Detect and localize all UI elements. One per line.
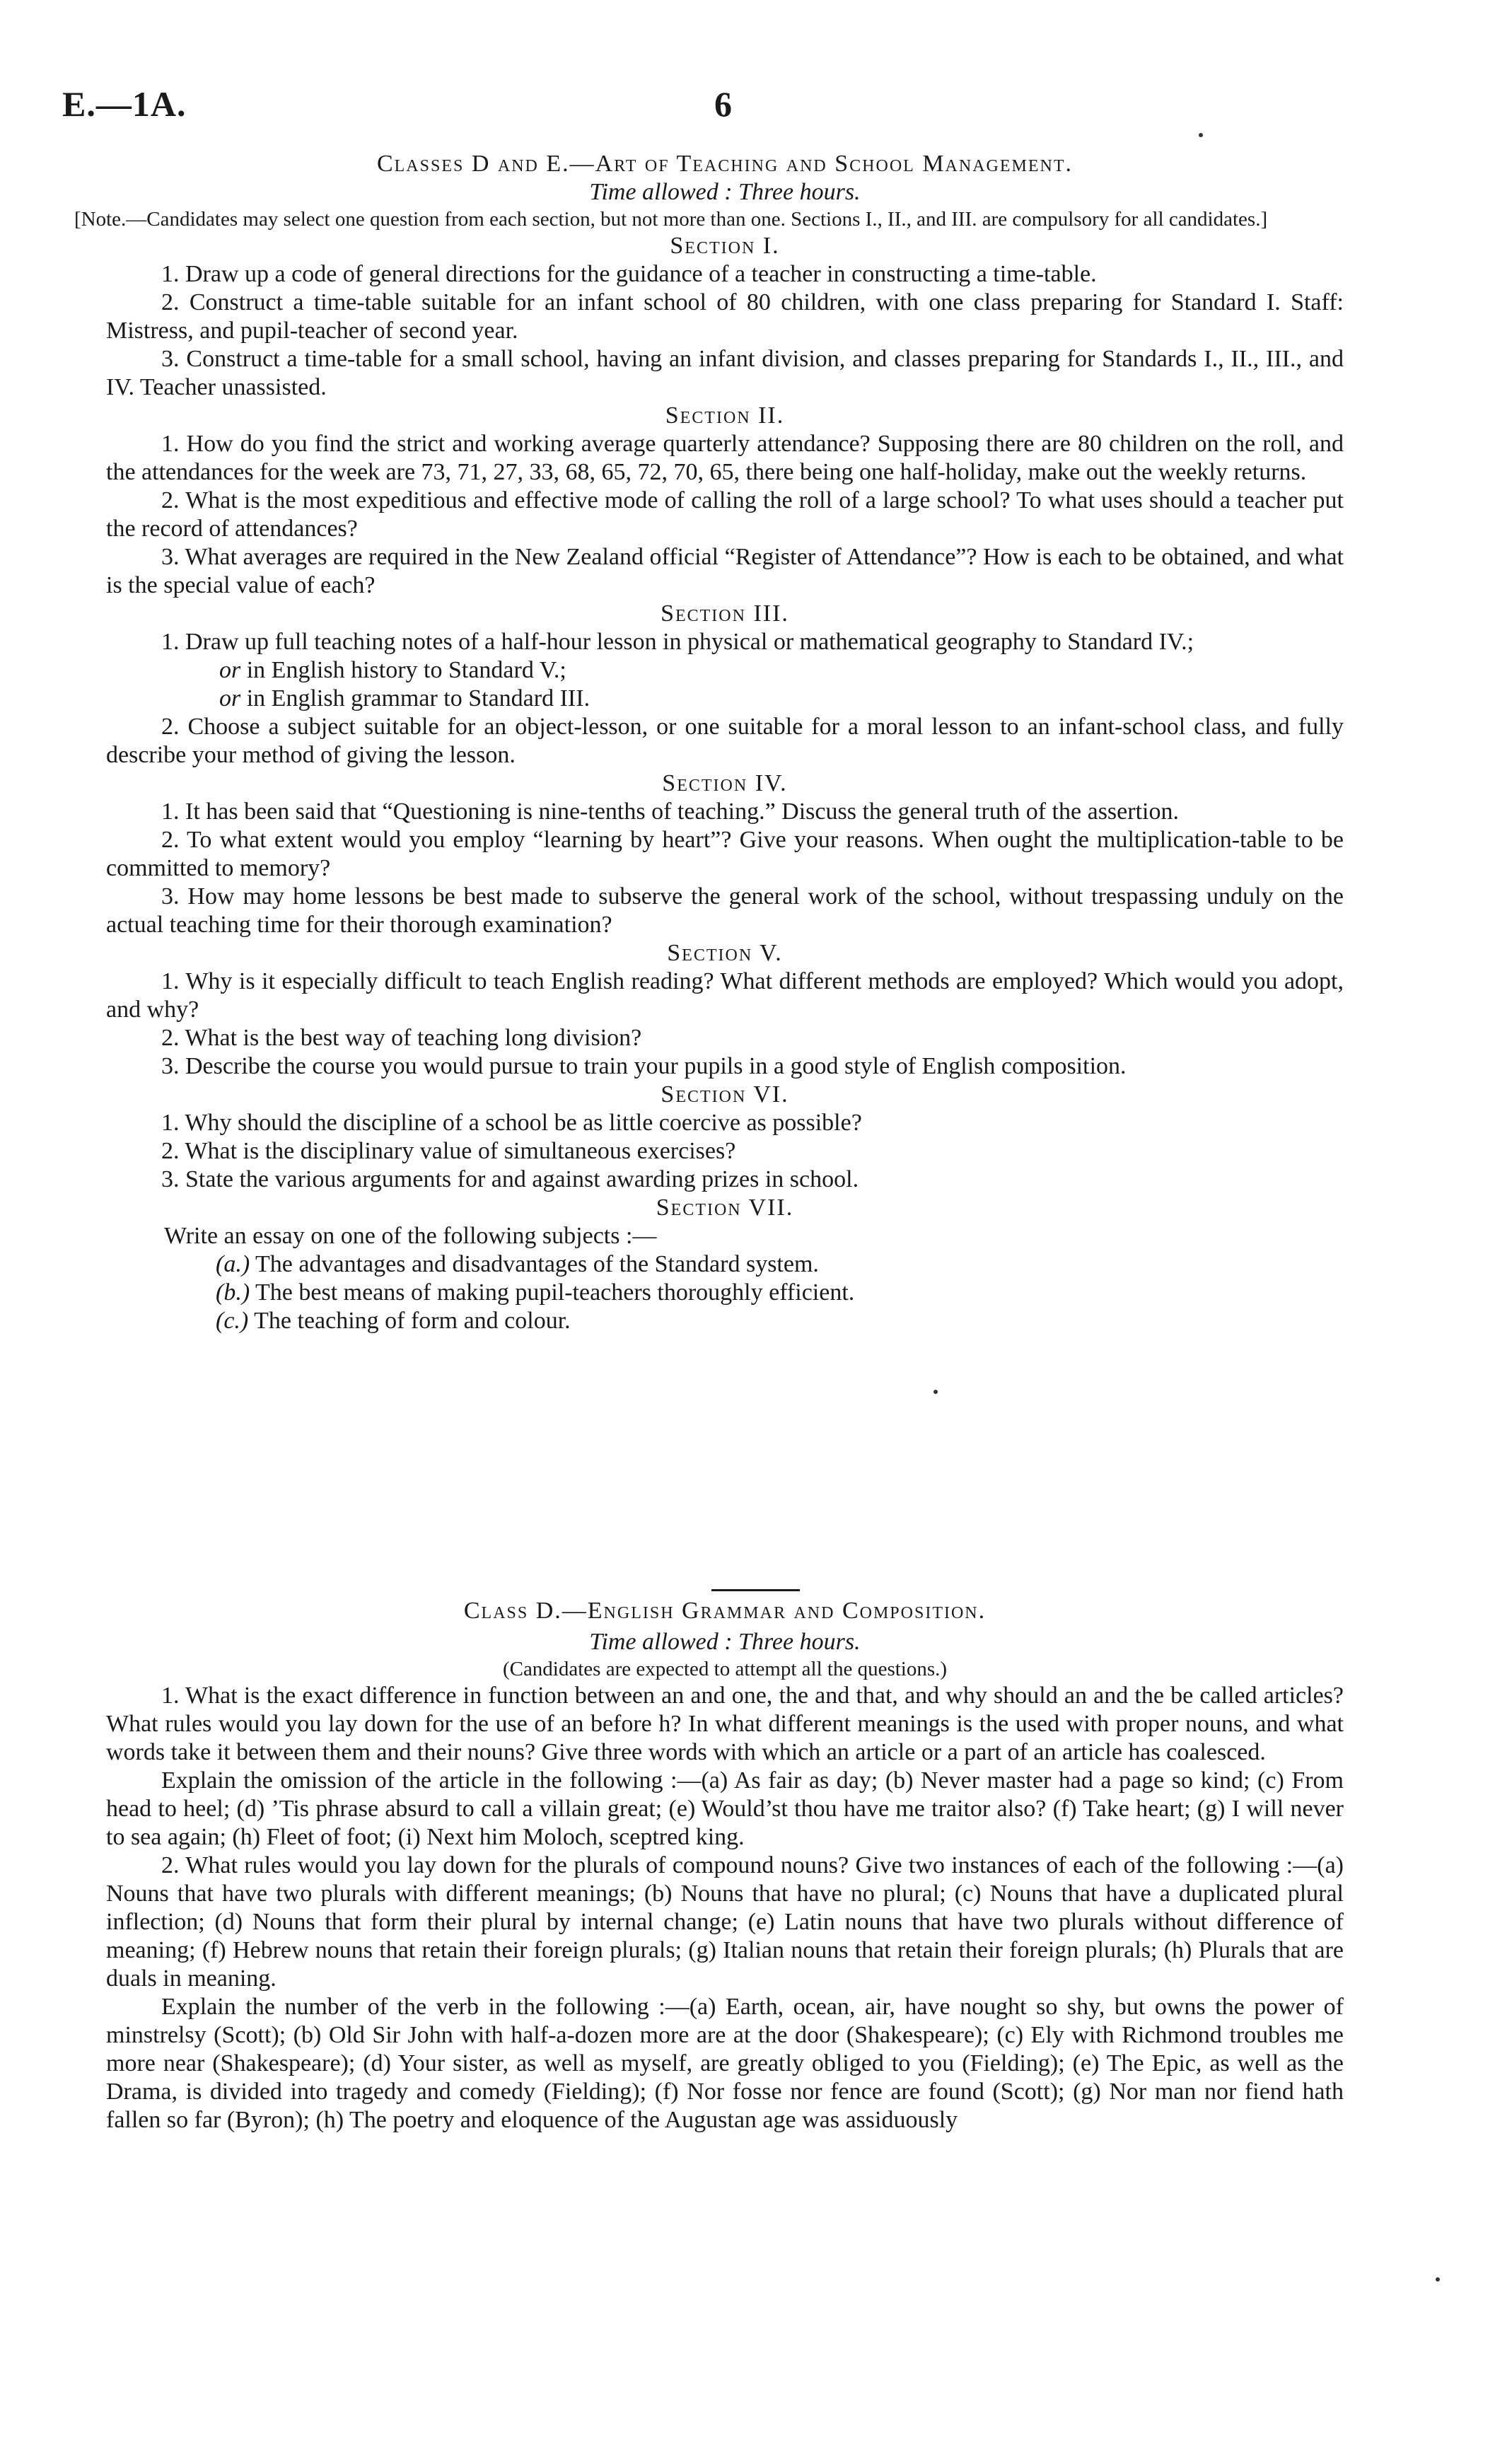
question-alternative [106, 685, 1344, 713]
question: 3. State the various arguments for and against awarding prizes in school. [161, 1166, 859, 1192]
question: 1. Draw up a code of general directions for the guidance of a teacher in constructing a time-table. [161, 261, 1097, 287]
section-heading: Section VI. [661, 1081, 789, 1108]
grammar-note: (Candidates are expected to attempt all the questions.) [502, 1658, 948, 1680]
question: 2. What is the disciplinary value of simultaneous exercises? [161, 1138, 736, 1164]
grammar-title: Class D.—English Grammar and Composition. [463, 1598, 987, 1624]
subject-label: (c.) [216, 1308, 249, 1334]
section-heading: Section V. [667, 940, 783, 966]
speck-mark [1199, 133, 1203, 137]
subject-text: The best means of making pupil-teachers thoroughly efficient. [250, 1279, 855, 1306]
question: 3. Construct a time-table for a small school, having an infant division, and classes preparing for Standards I., II., III., and IV. Teacher unassisted. [106, 346, 1344, 400]
section-heading: Section III. [661, 600, 789, 627]
essay-subject [106, 1307, 1344, 1335]
document-code: E.—1A. [62, 84, 187, 124]
teaching-paper [74, 150, 1344, 1335]
essay-subject [106, 1279, 1344, 1307]
question: 3. Describe the course you would pursue to train your pupils in a good style of English composition. [161, 1053, 1127, 1079]
question: Explain the omission of the article in the following :—(a) As fair as day; (b) Never master had a page so kind; (c) From head to heel; (d) ’Tis phrase absurd to call a villain great; (e) Would’st thou have me traitor also? (f) Take heart; (g) I will never to sea again; (h) Fleet of foot; (i) Next him Moloch, sceptred king. [106, 1767, 1344, 1850]
essay-subject [106, 1250, 1344, 1279]
question: 3. How may home lessons be best made to subserve the general work of the school, without trespassing unduly on the actual teaching time for their thorough examination? [106, 883, 1344, 938]
teaching-time: Time allowed : Three hours. [589, 179, 861, 205]
question: 1. How do you find the strict and working average quarterly attendance? Supposing there are 80 children on the roll, and the attendances for the week are 73, 71, 27, 33, 68, 65, 72, 70, 65, there being one half-holiday, make out the weekly returns. [106, 431, 1344, 485]
question: 2. To what extent would you employ “learning by heart”? Give your reasons. When ought the multiplication-table to be committed to memory? [106, 827, 1344, 881]
question: 1. What is the exact difference in function between an and one, the and that, and why should an and the be called articles? What rules would you lay down for the use of an before h? In what different meanings is the used with proper nouns, and what words take it between them and their nouns? Give three words with which an article or a part of an article has coalesced. [106, 1683, 1344, 1765]
teaching-note: [Note.—Candidates may select one question from each section, but not more than one. Sections I., II., and III. are compulsory for all candidates.] [74, 208, 1268, 231]
subject-label: (b.) [216, 1279, 250, 1306]
question: 2. What rules would you lay down for the plurals of compound nouns? Give two instances of each of the following :—(a) Nouns that have two plurals with different meanings; (b) Nouns that have no plural; (c) Nouns that have a duplicated plural inflection; (d) Nouns that form their plural by internal change; (e) Latin nouns that have two plurals without difference of meaning; (f) Hebrew nouns that retain their foreign plurals; (g) Italian nouns that retain their foreign plurals; (h) Plurals that are duals in meaning. [106, 1852, 1344, 1992]
alternative-text: in English history to Standard V.; [240, 657, 566, 683]
section-heading: Section II. [665, 402, 785, 429]
section-heading: Section IV. [662, 770, 788, 796]
page-number: 6 [714, 84, 732, 124]
or-word: or [219, 685, 241, 711]
subject-text: The teaching of form and colour. [248, 1308, 571, 1334]
subject-text: The advantages and disadvantages of the Standard system. [250, 1251, 819, 1277]
section-heading: Section VII. [656, 1195, 794, 1221]
question: Explain the number of the verb in the following :—(a) Earth, ocean, air, have nought so shy, but owns the power of minstrelsy (Scott); (b) Old Sir John with half-a-dozen more are at the door (Shakespeare); (c) Ely with Richmond troubles me more near (Shakespeare); (d) Your sister, as well as myself, are greatly obliged to you (Fielding); (e) The Epic, as well as the Drama, is divided into tragedy and comedy (Fielding); (f) Nor fosse nor fence are found (Scott); (g) Nor man nor fiend hath fallen so far (Byron); (h) The poetry and eloquence of the Augustan age was assiduously [106, 1994, 1344, 2133]
question: 1. It has been said that “Questioning is nine-tenths of teaching.” Discuss the general truth of the assertion. [161, 798, 1179, 825]
question: 2. Choose a subject suitable for an object-lesson, or one suitable for a moral lesson to an infant-school class, and fully describe your method of giving the lesson. [106, 714, 1344, 768]
question: 1. Why is it especially difficult to teach English reading? What different methods are employed? Which would you adopt, and why? [106, 968, 1344, 1023]
subject-label: (a.) [216, 1251, 250, 1277]
question-alternative [106, 656, 1344, 685]
question: 2. What is the most expeditious and effective mode of calling the roll of a large school? To what uses should a teacher put the record of attendances? [106, 487, 1344, 542]
question: 2. Construct a time-table suitable for an infant school of 80 children, with one class preparing for Standard I. Staff: Mistress, and pupil-teacher of second year. [106, 289, 1344, 344]
or-word: or [219, 657, 241, 683]
section-divider [711, 1589, 800, 1591]
essay-intro: Write an essay on one of the following subjects :— [164, 1223, 657, 1249]
question: 3. What averages are required in the New Zealand official “Register of Attendance”? How is each to be obtained, and what is the special value of each? [106, 544, 1344, 598]
speck-mark [1436, 2277, 1440, 2282]
question: 1. Why should the discipline of a school be as little coercive as possible? [161, 1110, 862, 1136]
question: 1. Draw up full teaching notes of a half-hour lesson in physical or mathematical geography to Standard IV.; [161, 629, 1194, 655]
teaching-title: Classes D and E.—Art of Teaching and School Management. [376, 151, 1074, 177]
speck-mark [933, 1390, 938, 1394]
question: 2. What is the best way of teaching long division? [161, 1025, 642, 1051]
grammar-time: Time allowed : Three hours. [589, 1629, 861, 1655]
section-heading: Section I. [670, 233, 780, 259]
grammar-paper [106, 1597, 1344, 2134]
alternative-text: in English grammar to Standard III. [240, 685, 591, 711]
